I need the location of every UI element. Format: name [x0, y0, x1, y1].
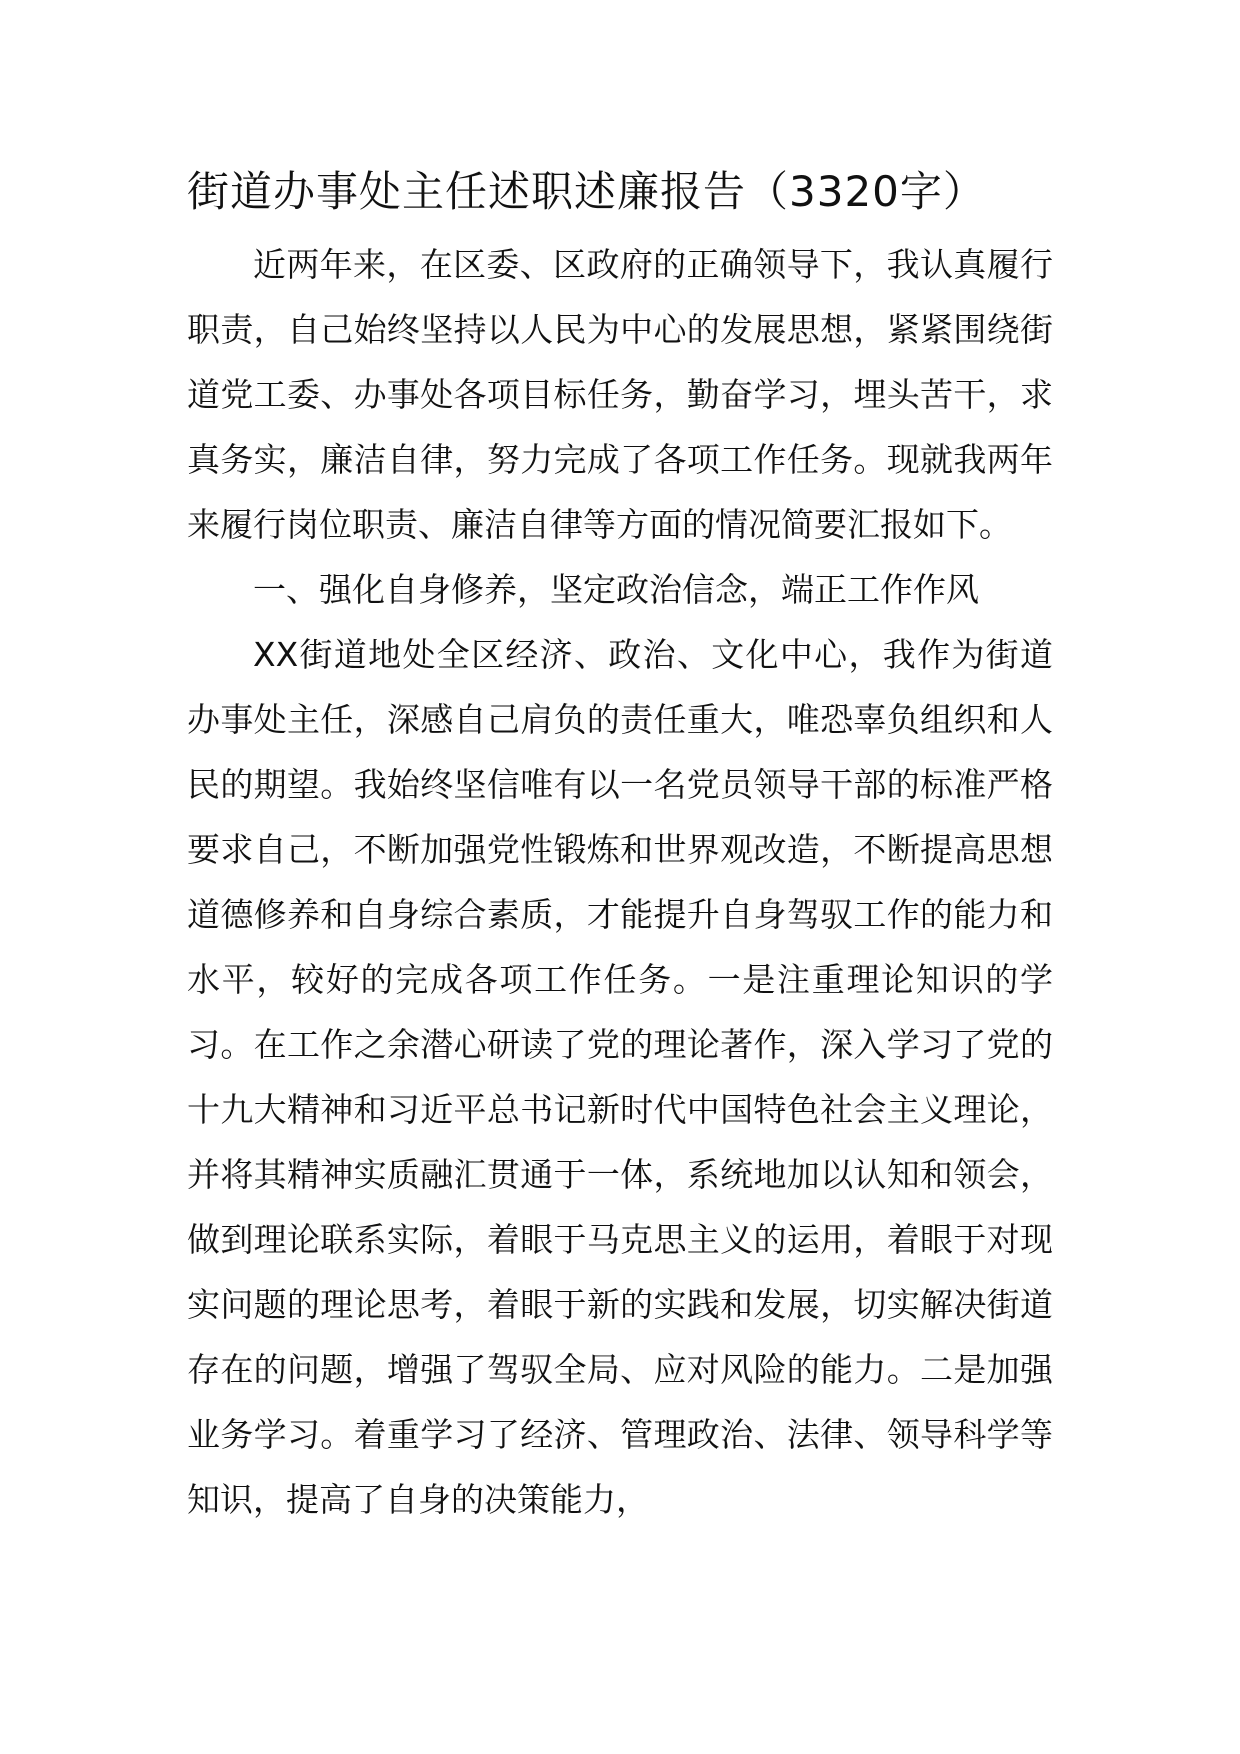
intro-paragraph: 近两年来，在区委、区政府的正确领导下，我认真履行职责，自己始终坚持以人民为中心的发展思想，紧紧围绕街道党工委、办事处各项目标任务，勤奋学习，埋头苦干，求真务实，廉洁自律，努力完成了各项工作任务。现就我两年来履行岗位职责、廉洁自律等方面的情况简要汇报如下。 — [187, 245, 1053, 544]
document-title: 街道办事处主任述职述廉报告（3320字） — [187, 167, 986, 216]
document-body — [187, 160, 1053, 1532]
section-heading: 一、强化自身修养，坚定政治信念，端正工作作风 — [253, 570, 979, 609]
body-paragraph: XX街道地处全区经济、政治、文化中心，我作为街道办事处主任，深感自己肩负的责任重大，唯恐辜负组织和人民的期望。我始终坚信唯有以一名党员领导干部的标准严格要求自己，不断加强党性锻炼和世界观改造，不断提高思想道德修养和自身综合素质，才能提升自身驾驭工作的能力和水平，较好的完成各项工作任务。一是注重理论知识的学习。在工作之余潜心研读了党的理论著作，深入学习了党的十九大精神和习近平总书记新时代中国特色社会主义理论，并将其精神实质融汇贯通于一体，系统地加以认知和领会，做到理论联系实际，着眼于马克思主义的运用，着眼于对现实问题的理论思考，着眼于新的实践和发展，切实解决街道存在的问题，增强了驾驭全局、应对风险的能力。二是加强业务学习。着重学习了经济、管理政治、法律、领导科学等知识，提高了自身的决策能力， — [187, 635, 1053, 1519]
